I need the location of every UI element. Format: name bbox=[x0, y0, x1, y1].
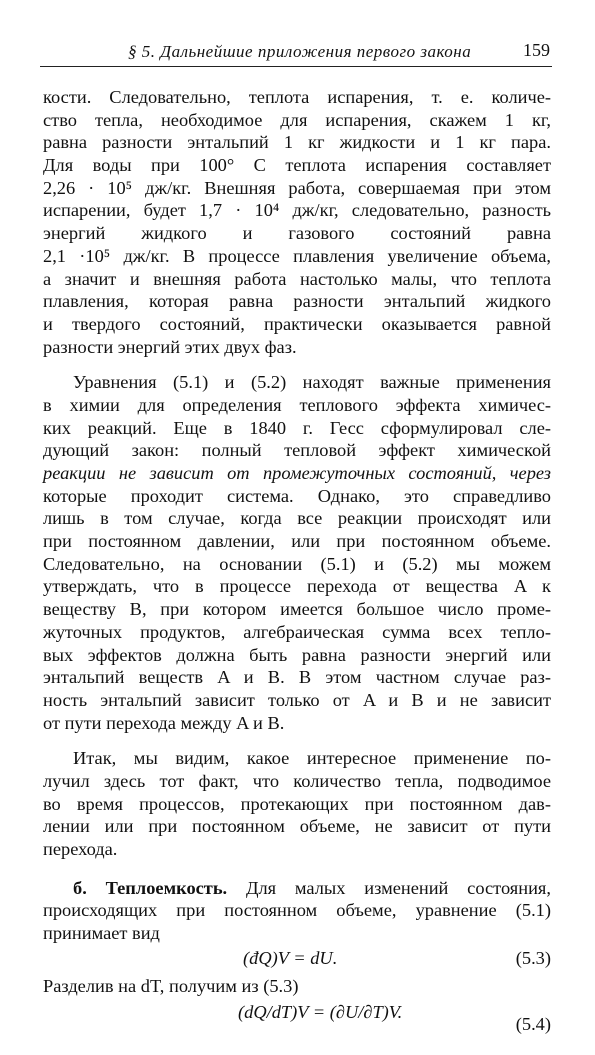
text-line: Разделив на dT, получим из (5.3) bbox=[43, 975, 299, 996]
text-line: веществу B, при котором имеется большое число проме- bbox=[43, 599, 551, 620]
section-heat-capacity bbox=[43, 877, 551, 945]
running-title: § 5. Дальнейшие приложения первого закона bbox=[128, 42, 472, 61]
text-line: лении или при постоянном объеме, не зависит от пути bbox=[43, 816, 551, 837]
text-line: кости. Следовательно, теплота испарения, т. е. количе- bbox=[43, 87, 551, 107]
text-line: вых эффектов должна быть равна разности энергий или bbox=[43, 644, 551, 665]
text-line: энергий жидкого и газового состояний равна bbox=[43, 223, 551, 244]
text-line: а значит и внешняя работа настолько малы, что теплота bbox=[43, 268, 551, 289]
equation-5-4 bbox=[43, 997, 551, 1055]
text-line: лучил здесь тот факт, что количество тепла, подводимое bbox=[43, 770, 551, 791]
running-header bbox=[40, 36, 552, 67]
text-line: в химии для определения теплового эффекта химичес- bbox=[43, 394, 551, 415]
text-line: от пути перехода между A и B. bbox=[43, 712, 285, 733]
paragraph-gap bbox=[43, 734, 551, 747]
equation-5-3 bbox=[43, 945, 551, 975]
paragraph-3 bbox=[43, 747, 551, 860]
page-number: 159 bbox=[523, 40, 550, 60]
text-line: во время процессов, протекающих при постоянном дав- bbox=[43, 793, 551, 814]
equation-number: (5.4) bbox=[515, 1014, 551, 1035]
text-line: разности энергий этих двух фаз. bbox=[43, 336, 297, 357]
paragraph-2 bbox=[43, 371, 551, 734]
paragraph-1 bbox=[43, 86, 551, 358]
section-heading: б. Теплоемкость. bbox=[73, 877, 228, 898]
text-line: Уравнения (5.1) и (5.2) находят важные применения bbox=[73, 372, 551, 393]
text-line: и твердого состояний, практически оказывается равной bbox=[43, 313, 551, 334]
text-line: дующий закон: полный тепловой эффект химической bbox=[43, 440, 551, 461]
text-line: происходящих при постоянном объеме, уравнение (5.1) bbox=[43, 900, 551, 921]
equation-formula: (đQ)V = dU. bbox=[243, 947, 338, 968]
text-line: Для воды при 100° С теплота испарения составляет bbox=[43, 155, 551, 176]
text-line: ство тепла, необходимое для испарения, скажем 1 кг, bbox=[43, 109, 551, 130]
text-line: которые проходит система. Однако, это справедливо bbox=[43, 485, 551, 506]
text-line: принимает вид bbox=[43, 923, 160, 944]
text-line: плавления, которая равна разности энтальпий жидкого bbox=[43, 291, 551, 312]
text-line: жуточных продуктов, алгебраическая сумма всех тепло- bbox=[43, 621, 551, 642]
text-line: утверждать, что в процессе перехода от вещества A к bbox=[43, 576, 551, 597]
text-line: ких реакций. Еще в 1840 г. Гесс сформулировал сле- bbox=[43, 417, 551, 438]
page-body bbox=[43, 86, 551, 1055]
paragraph-gap bbox=[43, 358, 551, 371]
equation-number: (5.3) bbox=[515, 947, 551, 968]
text-line: энтальпий веществ A и B. В этом частном случае раз- bbox=[43, 667, 551, 688]
equation-formula: (dQ/dT)V = (∂U/∂T)V. bbox=[238, 1002, 403, 1023]
section-line-rest: Для малых изменений состояния, bbox=[227, 877, 551, 898]
text-line: реакции не зависит от промежуточных состояний, через bbox=[43, 463, 551, 483]
text-line: лишь в том случае, когда все реакции происходят или bbox=[43, 508, 551, 529]
section-gap bbox=[43, 861, 551, 877]
text-line: Следовательно, на основании (5.1) и (5.2) мы можем bbox=[43, 553, 551, 574]
text-line: при постоянном давлении, или при постоянном объеме. bbox=[43, 531, 551, 552]
text-line: Итак, мы видим, какое интересное применение по- bbox=[73, 748, 551, 769]
text-line: 2,1 ·10⁵ дж/кг. В процессе плавления увеличение объема, bbox=[43, 245, 551, 266]
text-line: равна разности энтальпий 1 кг жидкости и 1 кг пара. bbox=[43, 132, 551, 153]
text-line: ность энтальпий зависит только от A и B и не зависит bbox=[43, 689, 551, 710]
text-line: перехода. bbox=[43, 839, 118, 859]
text-line: 2,26 · 10⁵ дж/кг. Внешняя работа, совершаемая при этом bbox=[43, 177, 551, 198]
text-line: испарении, будет 1,7 · 10⁴ дж/кг, следовательно, разность bbox=[43, 200, 551, 221]
section-line bbox=[43, 877, 551, 900]
